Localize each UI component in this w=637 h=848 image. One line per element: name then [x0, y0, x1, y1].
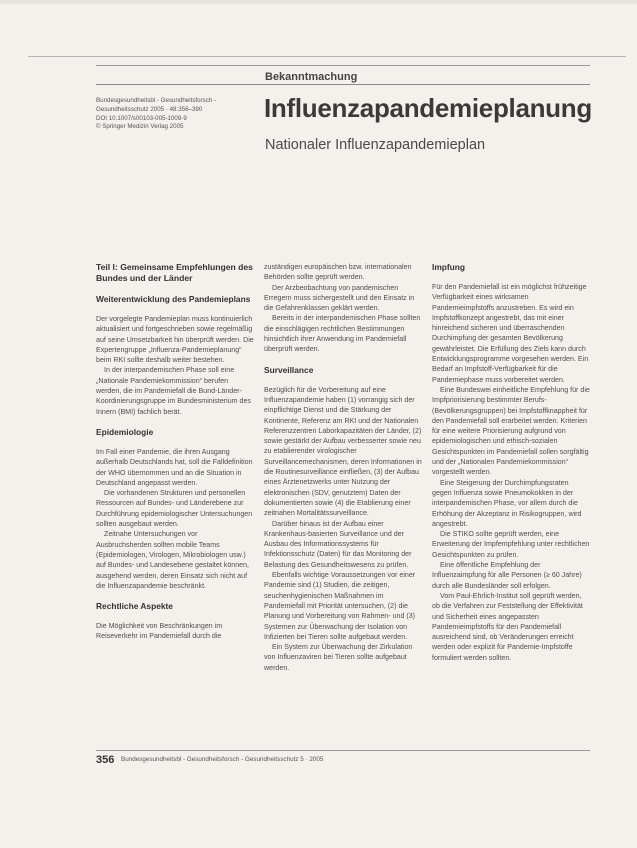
heading-weiterentwicklung: Weiterentwicklung des Pandemieplans [96, 294, 251, 304]
top-rule [28, 56, 626, 57]
paragraph: Ebenfalls wichtige Voraussetzungen vor einer Pandemie sind (1) Studien, die zeitigen, seuchenhygienischen Maßnahmen im Pandemiefall mit Priorität untersuchen, (2) die Planung und Vorbereitung von Rahmen- und (3) Systemen zur Überwachung der Isolation von Infizierten bei Tieren sollte aufgebaut werden. [264, 571, 416, 641]
part-heading: Teil I: Gemeinsame Empfehlungen des Bundes und der Länder [96, 262, 253, 283]
column-right [432, 262, 590, 663]
paragraph: Der vorgelegte Pandemieplan muss kontinuierlich aktualisiert und fortgeschrieben sowie regelmäßig auf seine Umsetzbarkeit hin überprüft werden. Die Expertengruppe „Influenza-Pandemieplanung“ beim RKI sollte deshalb weiter bestehen. [96, 315, 254, 365]
paragraph: Im Fall einer Pandemie, die ihren Ausgang außerhalb Deutschlands hat, soll die Falldefinition der WHO übernommen und an die Situation in Deutschland angepasst werden. [96, 447, 253, 487]
citation-doi: DOI 10.1007/s00103-005-1009-9 [96, 114, 187, 122]
citation-copyright: © Springer Medizin Verlag 2005 [96, 123, 184, 131]
page-subtitle: Nationaler Influenzapandemieplan [265, 137, 486, 153]
paragraph: Ein System zur Überwachung der Zirkulation von Influenzaviren bei Tieren sollte aufgebaut werden. [264, 643, 413, 672]
paragraph: Darüber hinaus ist der Aufbau einer Krankenhaus-basierten Surveillance und der Ausbau des Informationssystems für Infektionsschutz (Daten) für das Monitoring der Belastung des Gesundheitswesens zu prüfen. [264, 519, 412, 569]
paragraph: Zeitnahe Untersuchungen vor Ausbruchsherden sollten mobile Teams (Epidemiologen, Virologen, Mikrobiologen usw.) auf Bundes- und Landesebene gestaltet können, ausgehend werden, deren Einsatz sich nicht auf die Influenzapandemie beschränkt. [96, 530, 250, 590]
column-middle [264, 262, 422, 673]
header-rule-lower [96, 84, 590, 85]
header-rule-upper [96, 65, 590, 66]
citation-line: Bundesgesundheitsbl - Gesundheitsforsch - [96, 97, 217, 104]
heading-impfung: Impfung [432, 262, 466, 272]
paragraph: Bereits in der interpandemischen Phase sollten die einschlägigen rechtlichen Bestimmungen hinsichtlich ihrer Anwendung im Pandemiefall überprüft werden. [264, 314, 421, 354]
paragraph: Vom Paul-Ehrlich-Institut soll geprüft werden, ob die Verfahren zur Feststellung der Effektivität und Sicherheit eines angepassten Pandemieimpfstoffs für den Pandemiefall ausreichend sind, ob Veränderungen erreicht werden oder explizit für Pandemie-Impfstoffe formuliert werden sollten. [432, 591, 583, 662]
paragraph: Die STIKO sollte geprüft werden, eine Erweiterung der Impfempfehlung unter rechtlichen Gesichtspunkten zu prüfen. [432, 530, 590, 559]
page-number: 356 [96, 754, 115, 766]
paragraph: Für den Pandemiefall ist ein möglichst frühzeitige Verfügbarkeit eines wirksamen Pandemieimpfstoffs anzustreben. Es wird ein Impfstoffkonzept angestrebt, das mit einer hinreichend sicheren und überraschenden Durchimpfung der gesamten Bevölkerung gewährleistet. Die Erfüllung des Ziels kann durch Entwicklungsprogramme vorgesehen werden. Ein Bedarf an Impfstoff-Verfügbarkeit für die Pandemiephase muss vorbereitet werden. [432, 283, 589, 384]
column-left [96, 262, 254, 642]
paragraph: Die Möglichkeit von Beschränkungen im Reiseverkehr im Pandemiefall durch die [96, 622, 223, 641]
page-title: Influenzapandemieplanung [264, 93, 592, 123]
citation-block [96, 97, 246, 132]
heading-rechtliche-aspekte: Rechtliche Aspekte [96, 601, 173, 612]
paragraph: Eine Bundeswei einheitliche Empfehlung für die Impfpriorisierung bestimmter Berufs- (Bevölkerungsgruppen) bei Impfstoffknappheit für den Pandemiefall soll erarbeitet werden. Kriterien für eine weitere Priorisierung aufgrund von epidemiologischen und ethisch-sozialen Gesichtspunkten im Pandemiefall sollen sorgfältig und der „Nationalen Pandemiekommission“ vorgestellt werden. [432, 385, 590, 477]
paragraph: Der Arzbeobachtung von pandemischen Erregern muss sichergestellt und den Einsatz in die Gefahrenklassen geklärt werden. [264, 283, 415, 313]
heading-surveillance: Surveillance [264, 364, 314, 375]
paragraph: zuständigen europäischen bzw. internationalen Behörden sollte geprüft werden. [264, 263, 412, 282]
footer-rule [96, 750, 590, 751]
paragraph: Bezüglich für die Vorbereitung auf eine Influenzapandemie haben (1) vorrangig sich der einpflichtige Dienst und die Stärkung der Kontinente, Referenz am RKI und der Nationalen Referenzzentren Laborkapazitäten der Länder, (2) sowie gestärkt der Aufbau verbesserter sowie neu zu etablierender virologischer Surveillancemechanismen, deren Informationen in die Routinesurveillance einfließen, (3) der Aufbau eines Ärztenetzwerks unter Nutzung der elektronischen (SDV, genutztem) Daten der dokumentierten sowie (4) die Etablierung einer zeitnahen Mortalitätssurveillance. [264, 385, 422, 518]
scan-edge [0, 0, 637, 4]
citation-line: Gesundheitsschutz 2005 · 48:356–390 [96, 105, 203, 113]
footer-journal: Bundesgesundheitsbl - Gesundheitsforsch - Gesundheitsschutz 5 · 2005 [121, 756, 324, 763]
paragraph: In der interpandemischen Phase soll eine „Nationale Pandemiekommission“ berufen werden, die im Pandemiefall die Bund-Länder-Koordinierungsgruppe im Bundesministerium des Innern (BMI) fachlich berät. [96, 366, 251, 416]
paragraph: Eine öffentliche Empfehlung der Influenzaimpfung für alle Personen (≥ 60 Jahre) durch alle Bundesländer soll erfolgen. [432, 561, 582, 590]
paragraph: Eine Steigerung der Durchimpfungsraten gegen Influenza sowie Pneumokokken in der interpandemischen Phase, vor allem durch die Erhöhung der Akzeptanz in Risikogruppen, wird angestrebt. [432, 478, 582, 528]
heading-epidemiologie: Epidemiologie [96, 426, 154, 437]
paragraph: Die vorhandenen Strukturen und personellen Ressourcen auf Bundes- und Länderebene zur Durchführung epidemiologischer Untersuchungen sollten ausgebaut werden. [96, 489, 253, 529]
section-label: Bekanntmachung [265, 71, 358, 83]
